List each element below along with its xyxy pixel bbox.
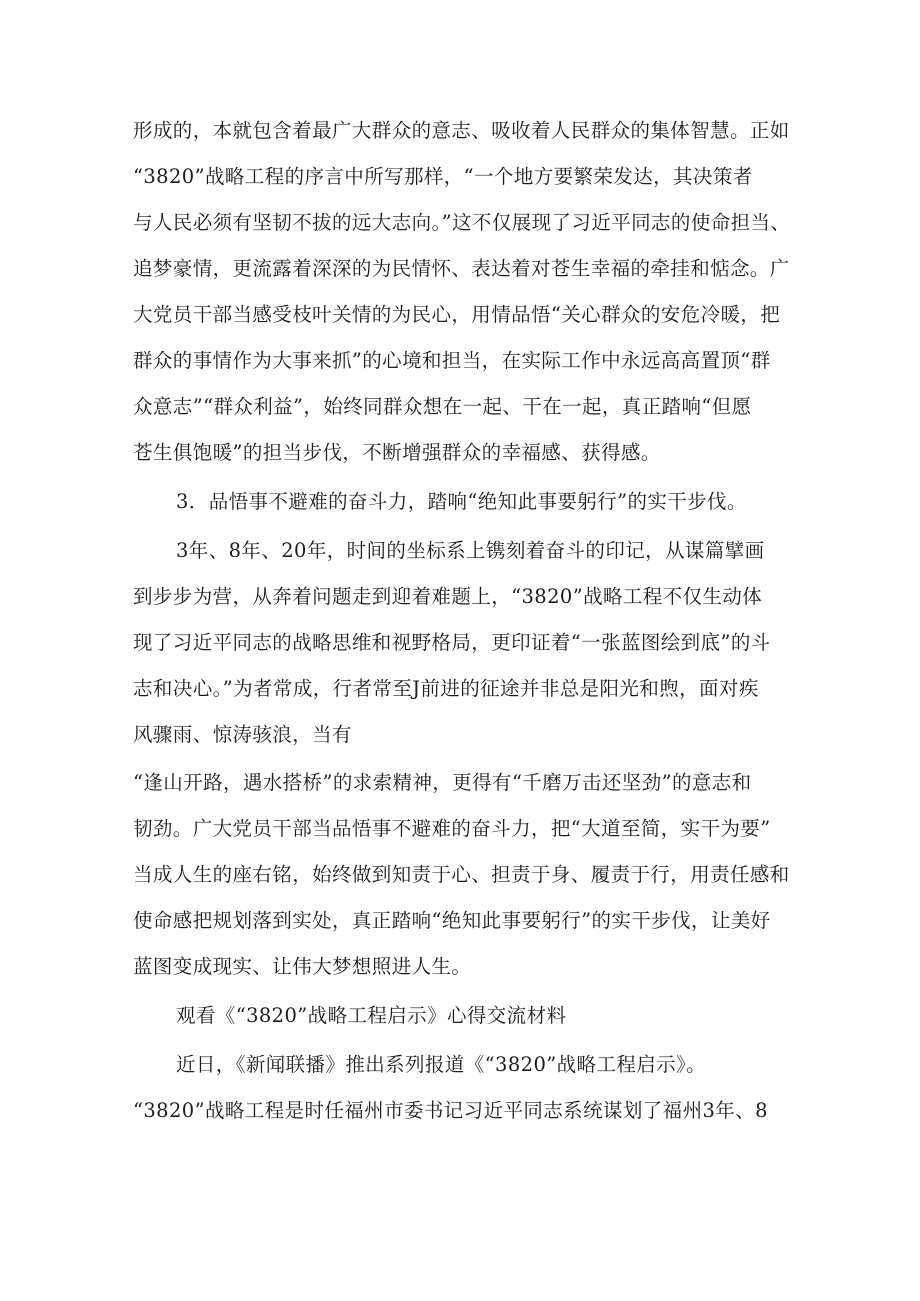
text-line: 3年、8年、20年，时间的坐标系上镌刻着奋斗的印记，从谋篇擘画 (176, 539, 765, 562)
text-line: 群众的事情作为大事来抓”的心境和担当，在实际工作中永远高高置顶“群 (133, 349, 771, 372)
text-line: “3820”战略工程是时任福州市委书记习近平同志系统谋划了福州3年、8 (133, 1099, 768, 1122)
text-line: 苍生俱饱暖”的担当步伐，不断增强群众的幸福感、获得感。 (133, 441, 661, 464)
text-line: 现了习近平同志的战略思维和视野格局，更印证着“一张蓝图绘到底”的斗 (133, 631, 771, 654)
text-line: 形成的，本就包含着最广大群众的意志、吸收着人民群众的集体智慧。正如 (133, 119, 790, 142)
text-line: “3820”战略工程的序言中所写那样，“一个地方要繁荣发达，其决策者 (133, 165, 753, 188)
text-line: 志和决心。”为者常成，行者常至J前进的征途并非总是阳光和煦，面对疾 (133, 677, 759, 700)
document-title: 观看《“3820”战略工程启示》心得交流材料 (176, 1004, 567, 1027)
text-line: 追梦豪情，更流露着深深的为民情怀、表达着对苍生幸福的牵挂和惦念。广 (133, 257, 790, 280)
text-line: 众意志”“群众利益”，始终同群众想在一起、干在一起，真正踏响“但愿 (133, 395, 752, 418)
text-line: 到步步为营，从奔着问题走到迎着难题上，“3820”战略工程不仅生动体 (133, 585, 763, 608)
text-line: 大党员干部当感受枝叶关情的为民心，用情品悟“关心群众的安危冷暖，把 (133, 303, 781, 326)
text-line: 蓝图变成现实、让伟大梦想照进人生。 (133, 955, 472, 978)
text-line: 韧劲。广大党员干部当品悟事不避难的奋斗力，把“大道至简，实干为要” (133, 817, 771, 840)
text-line: “逢山开路，遇水搭桥”的求索精神，更得有“千磨万击还坚劲”的意志和 (133, 771, 752, 794)
text-line: 使命感把规划落到实处，真正踏响“绝知此事要躬行”的实干步伐，让美好 (133, 909, 771, 932)
text-line: 当成人生的座右铭，始终做到知责于心、担责于身、履责于行，用责任感和 (133, 863, 790, 886)
section-heading: 3．品悟事不避难的奋斗力，踏响“绝知此事要躬行”的实干步伐。 (176, 490, 747, 513)
text-line: 与人民必须有坚韧不拔的远大志向。”这不仅展现了习近平同志的使命担当、 (133, 211, 791, 234)
text-line: 近日，《新闻联播》推出系列报道《“3820”战略工程启示》。 (176, 1053, 707, 1076)
text-line: 风骤雨、惊涛骇浪，当有 (133, 723, 352, 746)
